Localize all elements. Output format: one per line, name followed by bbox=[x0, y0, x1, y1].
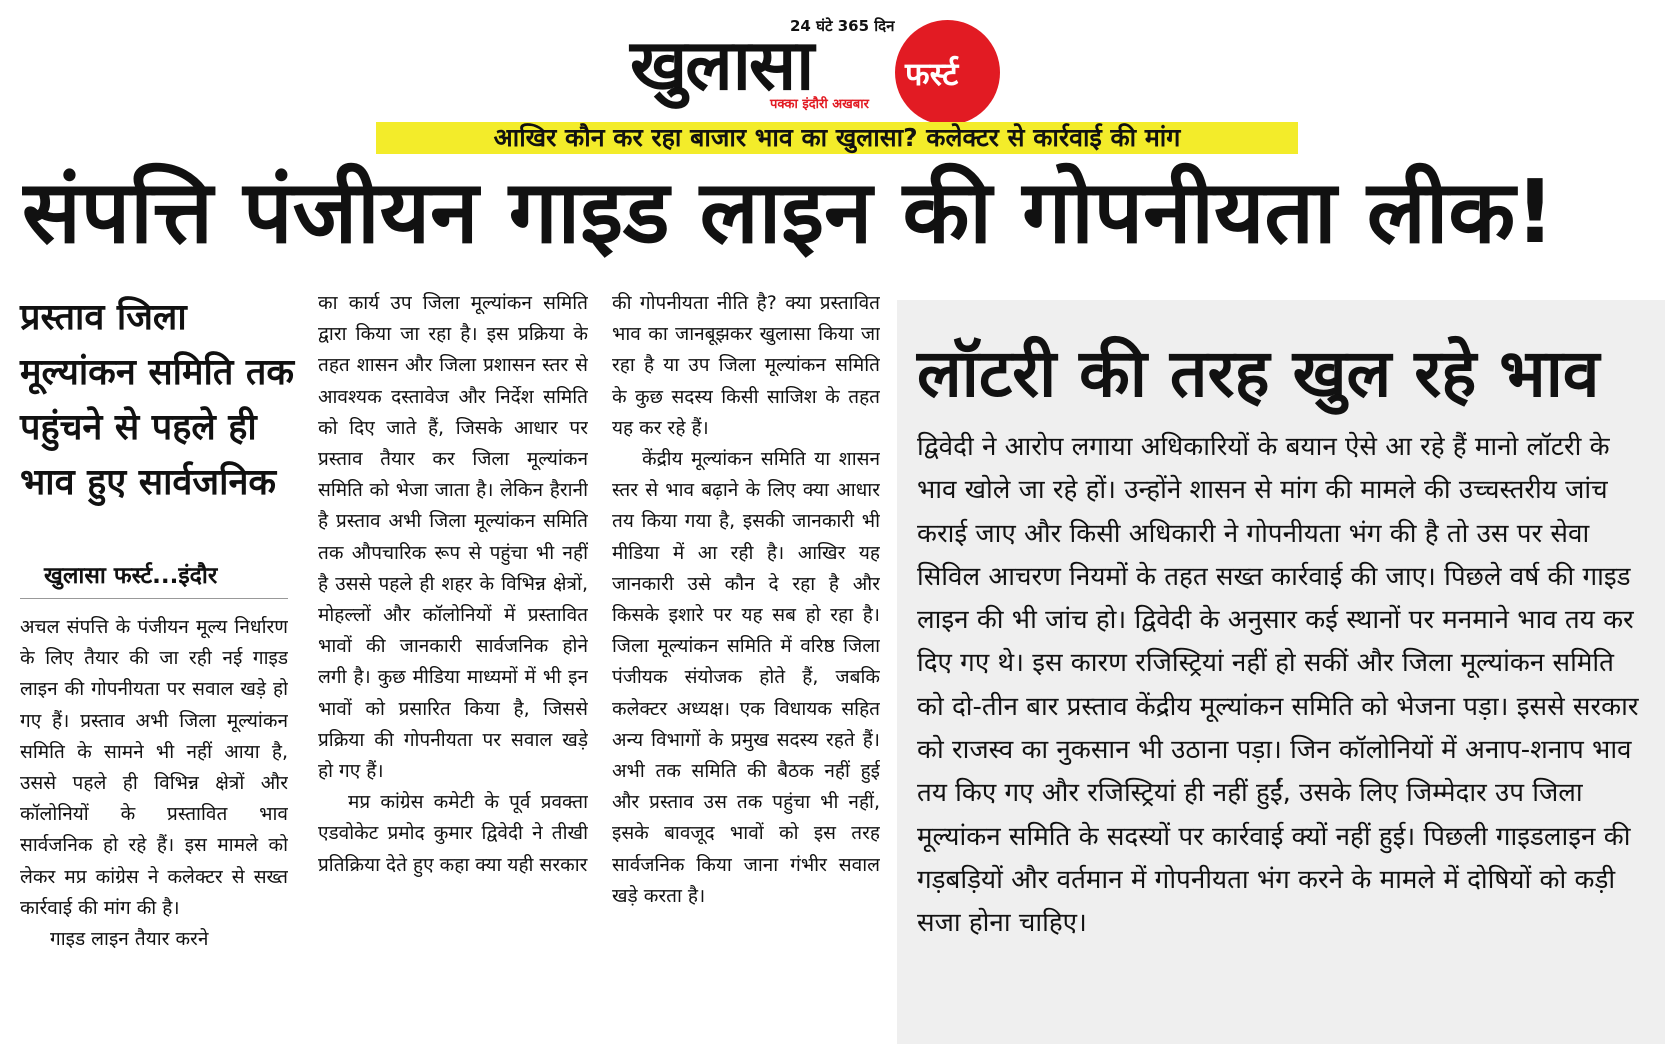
logo-subtitle: पक्का इंदौरी अखबार bbox=[770, 97, 869, 112]
paragraph: गाइड लाइन तैयार करने bbox=[50, 928, 209, 951]
logo-red-text: फर्स्ट bbox=[905, 55, 959, 93]
column-one-subheadline: प्रस्ताव जिला मूल्यांकन समिति तक पहुंचने से पहले ही भाव हुए सार्वजनिक bbox=[20, 297, 295, 503]
paragraph: का कार्य उप जिला मूल्यांकन समिति द्वारा किया जा रहा है। इस प्रक्रिया के तहत शासन और जिला प्रशासन स्तर से आवश्यक दस्तावेज और निर्देश समिति को दिए जाते हैं, जिसके आधार पर प्रस्ताव तैयार कर जिला मूल्यांकन समिति को भेजा जाता है। लेकिन हैरानी है प्रस्ताव अभी जिला मूल्यांकन समिति तक औपचारिक रूप से पहुंचा भी नहीं है उससे पहले ही शहर के विभिन्न क्षेत्रों, मोहल्लों और कॉलोनियों में प्रस्तावित भावों की जानकारी सार्वजनिक होने लगी है। कुछ मीडिया माध्यमों में भी इन भावों को प्रसारित किया है, जिससे प्रक्रिया की गोपनीयता पर सवाल खड़े हो गए हैं। bbox=[318, 292, 588, 783]
masthead bbox=[620, 10, 1040, 120]
column-two-body bbox=[318, 288, 588, 1030]
kicker-strip: आखिर कौन कर रहा बाजार भाव का खुलासा? कलेक्टर से कार्रवाई की मांग bbox=[376, 122, 1298, 154]
paragraph: अचल संपत्ति के पंजीयन मूल्य निर्धारण के लिए तैयार की जा रही नई गाइड लाइन की गोपनीयता पर सवाल खड़े हो गए हैं। प्रस्ताव अभी जिला मूल्यांकन समिति के सामने भी नहीं आया है, उससे पहले ही विभिन्न क्षेत्रों और कॉलोनियों के प्रस्तावित भाव सार्वजनिक हो रहे हैं। इस मामले को लेकर मप्र कांग्रेस ने कलेक्टर से सख्त कार्रवाई की मांग की है। bbox=[20, 616, 288, 919]
sidebar-headline: लॉटरी की तरह खुल रहे भाव bbox=[917, 335, 1600, 412]
logo-text: खुलासा bbox=[630, 24, 813, 106]
paragraph: द्विवेदी ने आरोप लगाया अधिकारियों के बयान ऐसे आ रहे हैं मानो लॉटरी के भाव खोले जा रहे हों। उन्होंने शासन से मांग की मामले की उच्चस्तरीय जांच कराई जाए और किसी अधिकारी ने गोपनीयता भंग की है तो उस पर सेवा सिविल आचरण नियमों के तहत सख्त कार्रवाई की जाए। पिछले वर्ष की गाइड लाइन की भी जांच हो। द्विवेदी के अनुसार कई स्थानों पर मनमाने भाव तय कर दिए गए थे। इस कारण रजिस्ट्रियां नहीं हो सकीं और जिला मूल्यांकन समिति को दो-तीन बार प्रस्ताव केंद्रीय मूल्यांकन समिति को भेजना पड़ा। इससे सरकार को राजस्व का नुकसान भी उठाना पड़ा। जिन कॉलोनियों में अनाप-शनाप भाव तय किए गए और रजिस्ट्रियां ही नहीं हुईं, उसके लिए जिम्मेदार उप जिला मूल्यांकन समिति के सदस्यों पर कार्रवाई क्यों नहीं हुई। पिछली गाइडलाइन की गड़बड़ियों और वर्तमान में गोपनीयता भंग करने के मामले में दोषियों को कड़ी सजा होना चाहिए। bbox=[917, 432, 1639, 939]
main-headline: संपत्ति पंजीयन गाइड लाइन की गोपनीयता लीक! bbox=[22, 161, 1555, 263]
sidebar-box bbox=[897, 300, 1665, 1044]
column-one-body bbox=[20, 612, 288, 1030]
masthead-tagline: 24 घंटे 365 दिन bbox=[790, 17, 895, 35]
byline: खुलासा फर्स्ट...इंदौर bbox=[44, 563, 218, 589]
column-three-body bbox=[612, 288, 880, 1030]
sidebar-body bbox=[917, 426, 1639, 946]
paragraph: मप्र कांग्रेस कमेटी के पूर्व प्रवक्ता एडवोकेट प्रमोद कुमार द्विवेदी ने तीखी प्रतिक्रिया देते हुए कहा क्या यही सरकार bbox=[318, 791, 588, 876]
paragraph: की गोपनीयता नीति है? क्या प्रस्तावित भाव का जानबूझकर खुलासा किया जा रहा है या उप जिला मूल्यांकन समिति के कुछ सदस्य किसी साजिश के तहत यह कर रहे हैं। bbox=[612, 292, 880, 439]
byline-divider bbox=[20, 598, 288, 599]
paragraph: केंद्रीय मूल्यांकन समिति या शासन स्तर से भाव बढ़ाने के लिए क्या आधार तय किया गया है, इसकी जानकारी भी मीडिया में आ रही है। आखिर यह जानकारी उसे कौन दे रहा है और किसके इशारे पर यह सब हो रहा है। जिला मूल्यांकन समिति में वरिष्ठ जिला पंजीयक संयोजक होते हैं, जबकि कलेक्टर अध्यक्ष। एक विधायक सहित अन्य विभागों के प्रमुख सदस्य रहते हैं। अभी तक समिति की बैठक नहीं हुई और प्रस्ताव उस तक पहुंचा भी नहीं, इसके बावजूद भावों को इस तरह सार्वजनिक किया जाना गंभीर सवाल खड़े करता है। bbox=[612, 448, 880, 907]
